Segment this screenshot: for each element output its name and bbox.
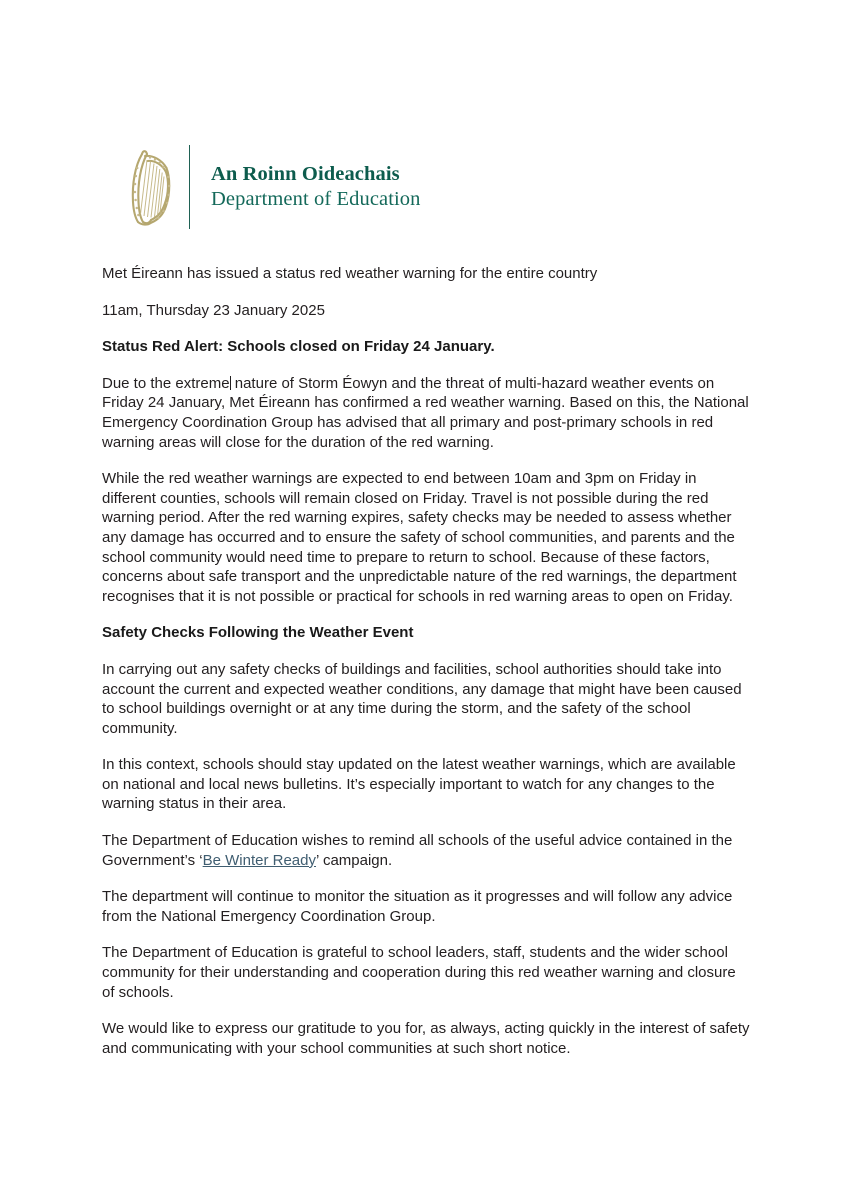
safety-checks-heading: Safety Checks Following the Weather Event: [102, 624, 414, 642]
document-body: [102, 264, 752, 1058]
text-cursor-caret: [230, 376, 231, 390]
paragraph-be-winter-ready: [102, 831, 752, 870]
paragraph-gratitude: We would like to express our gratitude to you for, as always, acting quickly in the interest of safety and communicating with your school communities at such short notice.: [102, 1020, 750, 1057]
be-winter-ready-link[interactable]: Be Winter Ready: [202, 851, 316, 869]
department-title-irish: An Roinn Oideachais: [211, 163, 400, 185]
paragraph-storm-eowyn: [102, 374, 752, 452]
letterhead: [123, 145, 421, 229]
paragraph-stay-updated: In this context, schools should stay updated on the latest weather warnings, which are available on national and local news bulletins. It’s especially important to watch for any changes to the warning status in their area.: [102, 756, 736, 813]
timestamp-line: 11am, Thursday 23 January 2025: [102, 301, 325, 319]
paragraph-storm-eowyn-before-caret: Due to the extreme: [102, 374, 230, 392]
paragraph-monitor-situation: The department will continue to monitor the situation as it progresses and will follow any advice from the National Emergency Coordination Group.: [102, 888, 733, 925]
harp-icon: [123, 145, 179, 229]
status-red-alert-heading: Status Red Alert: Schools closed on Friday 24 January.: [102, 338, 495, 356]
paragraph-storm-eowyn-after-caret: nature of Storm Éowyn and the threat of multi-hazard weather events on Friday 24 January, Met Éireann has confirmed a red weather warning. Based on this, the National Emergency Coordination Group has advised that all primary and post-primary schools in red warning areas will close for the duration of the red warning.: [102, 374, 749, 451]
paragraph-warning-end-times: While the red weather warnings are expected to end between 10am and 3pm on Friday in different counties, schools will remain closed on Friday. Travel is not possible during the red warning period. After the red warning expires, safety checks may be needed to assess whether any damage has occurred and to ensure the safety of school communities, and parents and the school community would need time to prepare to return to school. Because of these factors, concerns about safe transport and the unpredictable nature of the red warnings, the department recognises that it is not possible or practical for schools in red warning areas to open on Friday.: [102, 470, 737, 605]
letterhead-text: [190, 145, 421, 229]
paragraph-safety-checks: In carrying out any safety checks of buildings and facilities, school authorities should take into account the current and expected weather conditions, any damage that might have been caused to school buildings overnight or at any time during the storm, and the safety of the school community.: [102, 660, 742, 737]
intro-line: Met Éireann has issued a status red weather warning for the entire country: [102, 265, 598, 282]
paragraph-grateful: The Department of Education is grateful to school leaders, staff, students and the wider school community for their understanding and cooperation during this red weather warning and closure of schools.: [102, 944, 736, 1001]
winter-ready-text-before: The Department of Education wishes to remind all schools of the useful advice contained in the Government’s ‘: [102, 832, 733, 869]
department-title-english: Department of Education: [211, 188, 421, 210]
winter-ready-text-after: ’ campaign.: [316, 851, 393, 869]
